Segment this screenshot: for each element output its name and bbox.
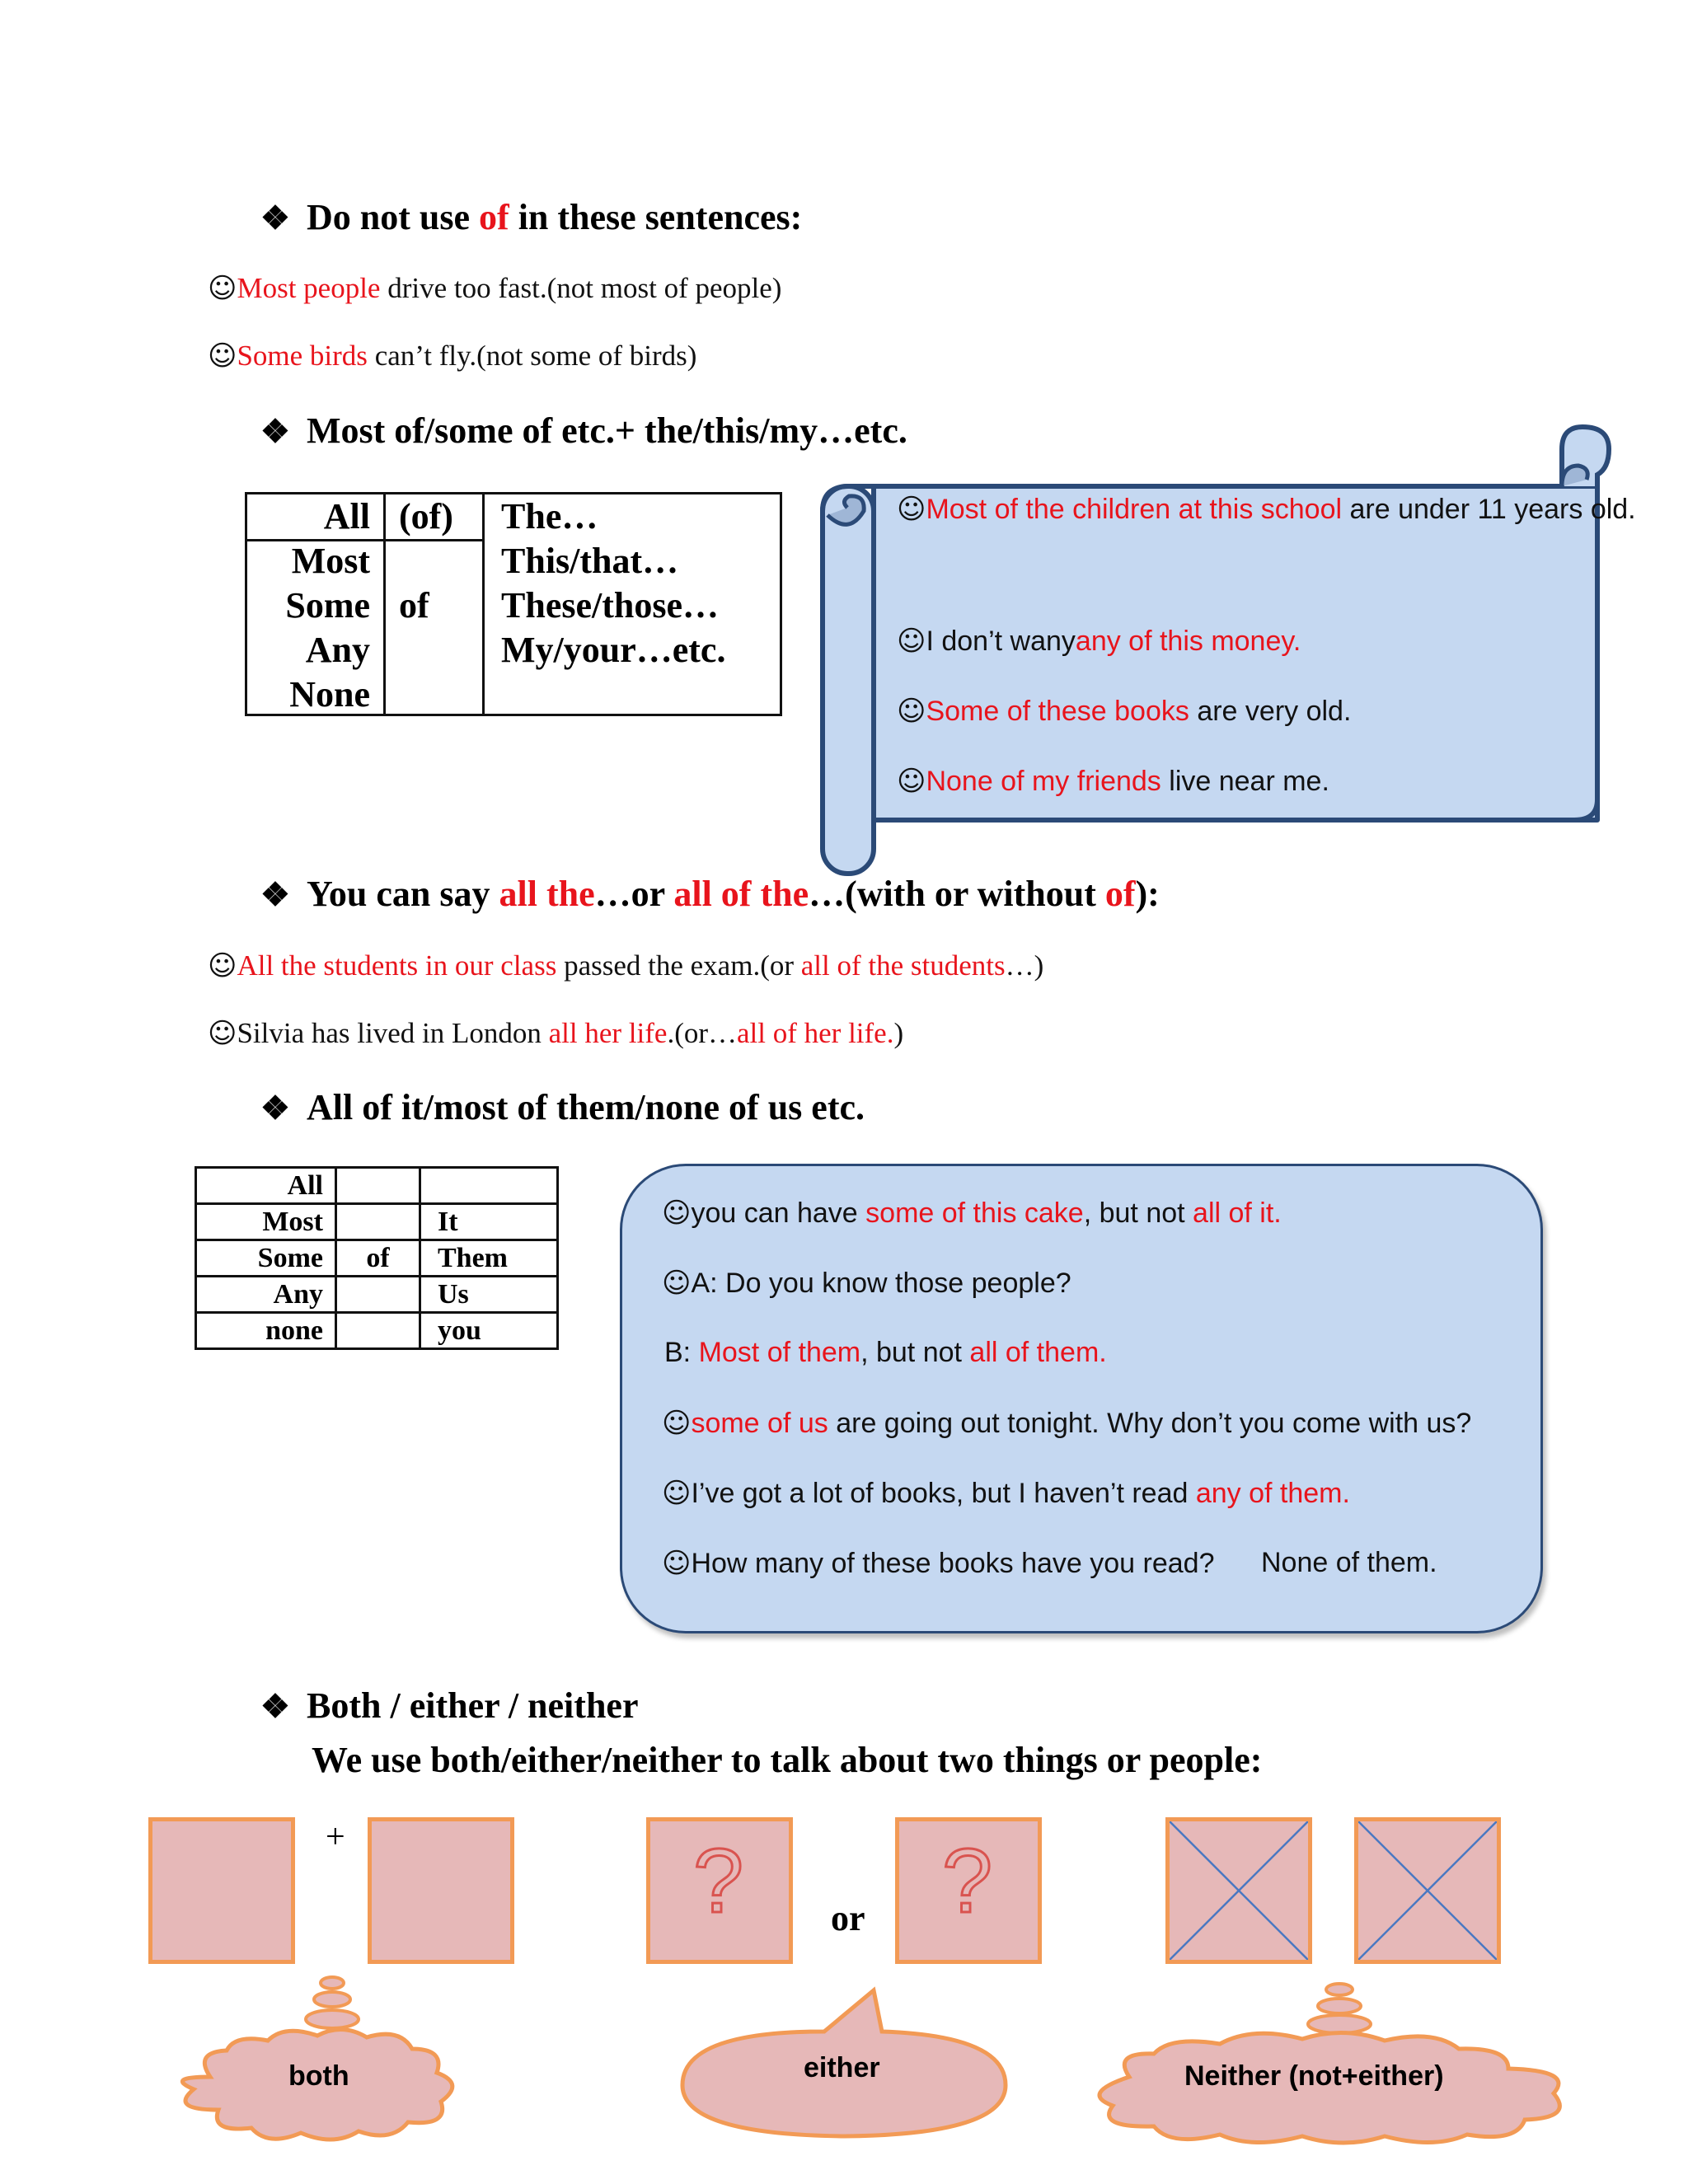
label-neither: Neither (not+either) [1184, 2060, 1444, 2092]
label-either: either [804, 2052, 880, 2083]
both-box-left [148, 1817, 295, 1964]
scroll-example: ☺I don’t wanyany of this money. [897, 625, 1301, 658]
label-both: both [288, 2060, 349, 2092]
cross-icon [1170, 1821, 1308, 1960]
table-row: Some of Them [197, 1241, 556, 1277]
section-subheading: We use both/either/neither to talk about two things or people: [312, 1740, 1263, 1780]
scroll-example: ☺None of my friends live near me. [897, 765, 1329, 798]
smiley-icon: ☺ [208, 272, 237, 305]
box-example: ☺some of us are going out tonight. Why don’t you come with us? [662, 1407, 1472, 1440]
neither-box-right [1354, 1817, 1501, 1964]
diamond-bullet-icon: ❖ [260, 876, 290, 913]
box-example-answer: None of them. [1261, 1547, 1437, 1578]
table-column-quantifiers: All Most Some Any None [247, 494, 386, 714]
either-box-left [646, 1817, 793, 1964]
diamond-bullet-icon: ❖ [260, 413, 290, 450]
smiley-icon: ☺ [208, 340, 237, 373]
section-heading-most-of: ❖ Most of/some of etc.+ the/this/my…etc. [260, 410, 907, 451]
smiley-icon: ☺ [897, 765, 926, 798]
plus-sign: + [326, 1818, 345, 1856]
box-example: ☺A: Do you know those people? [662, 1267, 1071, 1300]
question-mark-icon: ? [693, 1830, 744, 1932]
question-mark-icon: ? [942, 1830, 993, 1932]
smiley-icon: ☺ [897, 695, 926, 728]
scroll-example: ☺Some of these books are very old. [897, 695, 1352, 728]
both-box-right [368, 1817, 514, 1964]
section-heading-no-of: ❖ Do not use of in these sentences: [260, 197, 803, 237]
scroll-example: ☺Most of the children at this school are under 11 years old. [897, 493, 1636, 526]
box-example: B: Most of them, but not all of them. [664, 1337, 1107, 1368]
smiley-icon: ☺ [662, 1407, 692, 1440]
or-label: or [831, 1898, 865, 1938]
smiley-icon: ☺ [662, 1547, 692, 1580]
example-line: ☺Most people drive too fast.(not most of people) [208, 272, 782, 305]
smiley-icon: ☺ [897, 493, 926, 526]
example-line: ☺Some birds can’t fly.(not some of birds) [208, 340, 697, 373]
either-box-right [895, 1817, 1042, 1964]
smiley-icon: ☺ [208, 949, 237, 982]
table-row: All [197, 1169, 556, 1205]
diamond-bullet-icon: ❖ [260, 199, 290, 237]
section-heading-all-the: ❖ You can say all the…or all of the…(with or without of): [260, 874, 1160, 914]
example-line: ☺All the students in our class passed the exam.(or all of the students…) [208, 949, 1044, 982]
table-row: Any Us [197, 1277, 556, 1314]
pronoun-table [195, 1166, 559, 1350]
box-example: ☺you can have some of this cake, but not all of it. [662, 1197, 1282, 1230]
smiley-icon: ☺ [662, 1267, 692, 1300]
diamond-bullet-icon: ❖ [260, 1688, 290, 1725]
section-heading-all-of-it: ❖ All of it/most of them/none of us etc. [260, 1087, 865, 1127]
table-divider [247, 539, 485, 541]
smiley-icon: ☺ [208, 1017, 237, 1050]
smiley-icon: ☺ [897, 625, 926, 658]
diamond-bullet-icon: ❖ [260, 1090, 290, 1127]
table-column-determiners: The… This/that… These/those… My/your…etc. [501, 496, 726, 670]
box-example: ☺I’ve got a lot of books, but I haven’t read any of them. [662, 1477, 1350, 1510]
table-row: Most It [197, 1205, 556, 1241]
cross-icon [1358, 1821, 1497, 1960]
box-example: ☺How many of these books have you read? [662, 1547, 1215, 1580]
neither-box-left [1165, 1817, 1312, 1964]
section-heading-both-either: ❖ Both / either / neither [260, 1685, 639, 1726]
smiley-icon: ☺ [662, 1197, 692, 1230]
smiley-icon: ☺ [662, 1477, 692, 1510]
quantifier-table [245, 492, 782, 716]
table-row: none you [197, 1314, 556, 1350]
example-line: ☺Silvia has lived in London all her life.(or…all of her life.) [208, 1017, 904, 1050]
table-column-of: (of) of [386, 494, 485, 714]
